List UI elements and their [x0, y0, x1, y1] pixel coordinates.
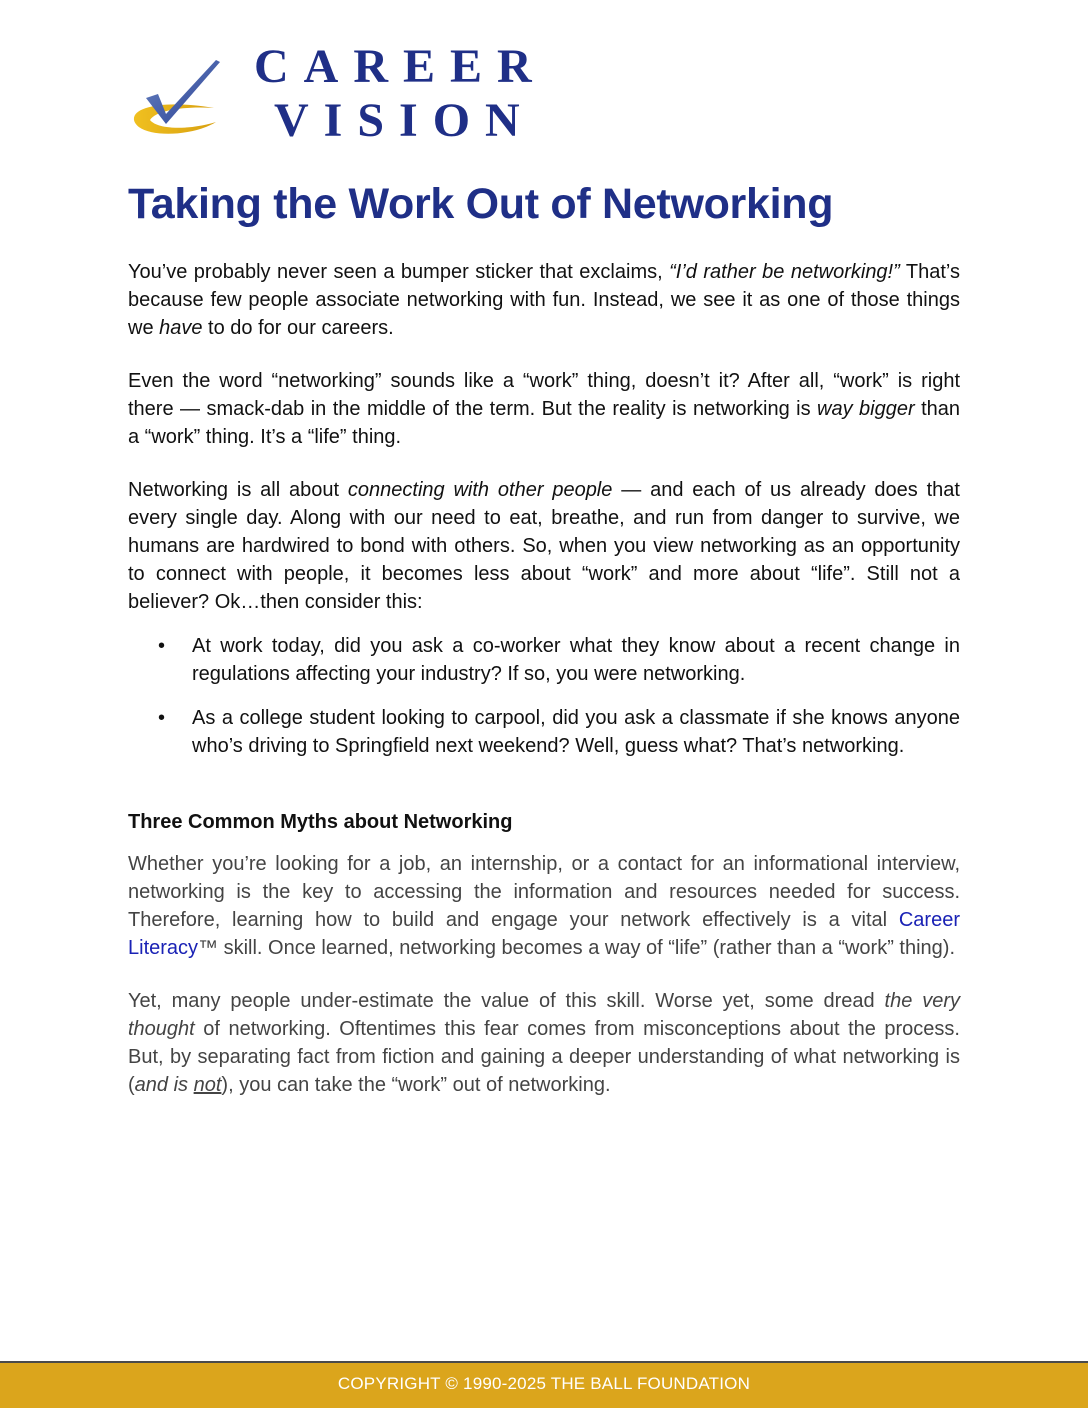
- copyright-footer: COPYRIGHT © 1990-2025 THE BALL FOUNDATION: [0, 1361, 1088, 1408]
- italic-text: connecting with other people: [347, 479, 613, 501]
- text-run: to do for our careers.: [202, 317, 394, 339]
- logo-line-vision: VISION: [274, 94, 535, 147]
- italic-quote: “I’d rather be networking!”: [669, 261, 900, 283]
- text-run: of networking. Oftentimes this fear comes from misconceptions about the process. But, by separating fact from fiction and gaining a deeper understanding of what networking is (: [128, 1018, 960, 1096]
- article-body: [128, 258, 960, 1099]
- list-item-text: At work today, did you ask a co-worker what they know about a recent change in regulations affecting your industry? If so, you were networking.: [192, 635, 960, 685]
- work-word-paragraph: [128, 367, 960, 451]
- text-run: than a “work” thing. It’s a “life” thing.: [128, 398, 961, 448]
- logo-wordmark: [254, 40, 547, 148]
- text-run: Networking is all about: [128, 479, 348, 501]
- career-literacy-link[interactable]: Career Literacy: [128, 909, 960, 959]
- page-title: Taking the Work Out of Networking: [128, 180, 834, 228]
- italic-text: have: [159, 317, 203, 339]
- list-item: [128, 632, 960, 688]
- list-item-text: As a college student looking to carpool, did you ask a classmate if she knows anyone who’s driving to Springfield next weekend? Well, guess what? That’s networking.: [192, 707, 960, 757]
- list-item: [128, 704, 960, 760]
- italic-text: the very thought: [128, 990, 960, 1040]
- examples-list: [128, 632, 960, 760]
- intro-paragraph: [128, 258, 960, 342]
- text-run: Even the word “networking” sounds like a “work” thing, doesn’t it? After all, “work” is right there — smack-dab in the middle of the term. But the reality is networking is: [128, 370, 960, 420]
- text-run: Yet, many people under-estimate the value of this skill. Worse yet, some dread: [128, 990, 885, 1012]
- italic-text: way bigger: [817, 398, 915, 420]
- underlined-italic-text: not: [193, 1074, 222, 1096]
- logo-line-career: CAREER: [254, 40, 547, 93]
- text-run: Whether you’re looking for a job, an internship, or a contact for an informational interview, networking is the key to accessing the information and resources needed for success. Therefore, learning how to build and engage your network effectively is a vital: [128, 853, 960, 931]
- text-run: That’s because few people associate networking with fun. Instead, we see it as one of those things we: [128, 261, 960, 339]
- bullet-icon: •: [158, 707, 166, 729]
- italic-text: and is: [134, 1074, 194, 1096]
- section-heading: Three Common Myths about Networking: [128, 811, 513, 833]
- myths-intro-paragraph: [128, 850, 960, 962]
- text-run: ™ skill. Once learned, networking becomes a way of “life” (rather than a “work” thing).: [198, 937, 956, 959]
- text-run: — and each of us already does that every single day. Along with our need to eat, breathe, and run from danger to survive, we humans are hardwired to bond with others. So, when you view networking as an opportunity to connect with people, it becomes less about “work” and more about “life”. Still not a believer? Ok…then consider this:: [128, 479, 960, 613]
- career-vision-logo: [128, 40, 548, 150]
- text-run: You’ve probably never seen a bumper sticker that exclaims,: [128, 261, 670, 283]
- bullet-icon: •: [158, 635, 166, 657]
- checkmark-swoosh-icon: [128, 58, 224, 138]
- text-run: ), you can take the “work” out of networking.: [221, 1074, 611, 1096]
- myths-fear-paragraph: [128, 987, 960, 1099]
- connecting-paragraph: [128, 476, 960, 616]
